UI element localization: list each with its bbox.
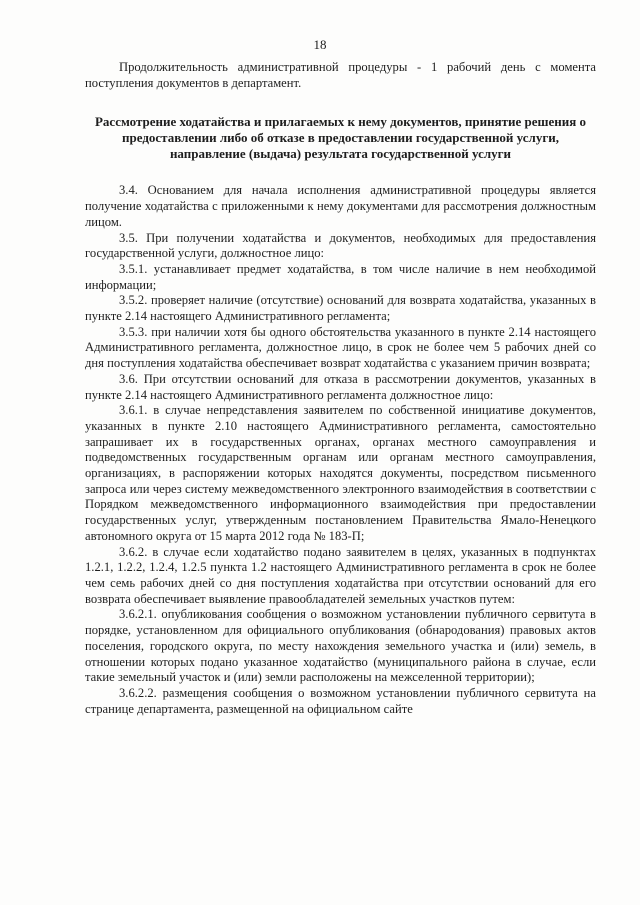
paragraph-3-5-2: 3.5.2. проверяет наличие (отсутствие) оснований для возврата ходатайства, указанных в пункте 2.14 настоящего Административного регламента; — [85, 293, 596, 324]
paragraph-3-6-1: 3.6.1. в случае непредставления заявителем по собственной инициативе документов, указанных в пункте 2.10 настоящего Административного регламента, самостоятельно запрашивает их в государственных органах, органах местного самоуправления и подведомственных государственным органам или органам местного самоуправления, организациях, в распоряжении которых находятся документы, посредством письменного запроса или через систему межведомственного электронного взаимодействия в соответствии с Порядком межведомственного информационного взаимодействия при предоставлении государственных услуг, утвержденным постановлением Правительства Ямало-Ненецкого автономного округа от 15 марта 2012 года № 183-П; — [85, 403, 596, 543]
paragraph-3-6-2-2: 3.6.2.2. размещения сообщения о возможном установлении публичного сервитута на странице департамента, размещенной на официальном сайте — [85, 685, 596, 716]
paragraph-3-6: 3.6. При отсутствии оснований для отказа в рассмотрении документов, указанных в пункте 2.14 настоящего Административного регламента должностное лицо: — [85, 371, 596, 402]
document-body — [85, 60, 596, 717]
paragraph-3-4: 3.4. Основанием для начала исполнения административной процедуры является получение ходатайства с приложенными к нему документами для рассмотрения должностным лицом. — [85, 183, 596, 229]
paragraph-3-5-3: 3.5.3. при наличии хотя бы одного обстоятельства указанного в пункте 2.14 настоящего Административного регламента, должностное лицо, в срок не более чем 5 рабочих дней со дня поступления ходатайства обеспечивает возврат ходатайства с указанием причин возврата; — [85, 324, 596, 371]
paragraph-3-5: 3.5. При получении ходатайства и документов, необходимых для предоставления государственной услуги, должностное лицо: — [85, 230, 596, 261]
paragraph-3-5-1: 3.5.1. устанавливает предмет ходатайства, в том числе наличие в нем необходимой информации; — [85, 261, 596, 292]
paragraph-3-6-2: 3.6.2. в случае если ходатайство подано заявителем в целях, указанных в подпунктах 1.2.1, 1.2.2, 1.2.4, 1.2.5 пункта 1.2 настоящего Административного регламента в срок не более чем семь рабочих дней со дня поступления ходатайства при отсутствии оснований для его возврата обеспечивает выявление правообладателей земельных участков путем: — [85, 544, 596, 606]
section-heading: Рассмотрение ходатайства и прилагаемых к нему документов, принятие решения о предоставлении либо об отказе в предоставлении государственной услуги, направление (выдача) результата государственной услуги — [94, 114, 587, 162]
page-number: 18 — [313, 37, 327, 52]
intro-paragraph: Продолжительность административной процедуры - 1 рабочий день с момента поступления документов в департамент. — [85, 60, 596, 90]
paragraph-3-6-2-1: 3.6.2.1. опубликования сообщения о возможном установлении публичного сервитута в порядке, установленном для официального опубликования (обнародования) правовых актов поселения, городского округа, по месту нахождения земельного участка и (или) земель, в отношении которых подано указанное ходатайство (муниципального района в случае, если такие земельный участок и (или) земли расположены на межселенной территории); — [85, 607, 596, 685]
